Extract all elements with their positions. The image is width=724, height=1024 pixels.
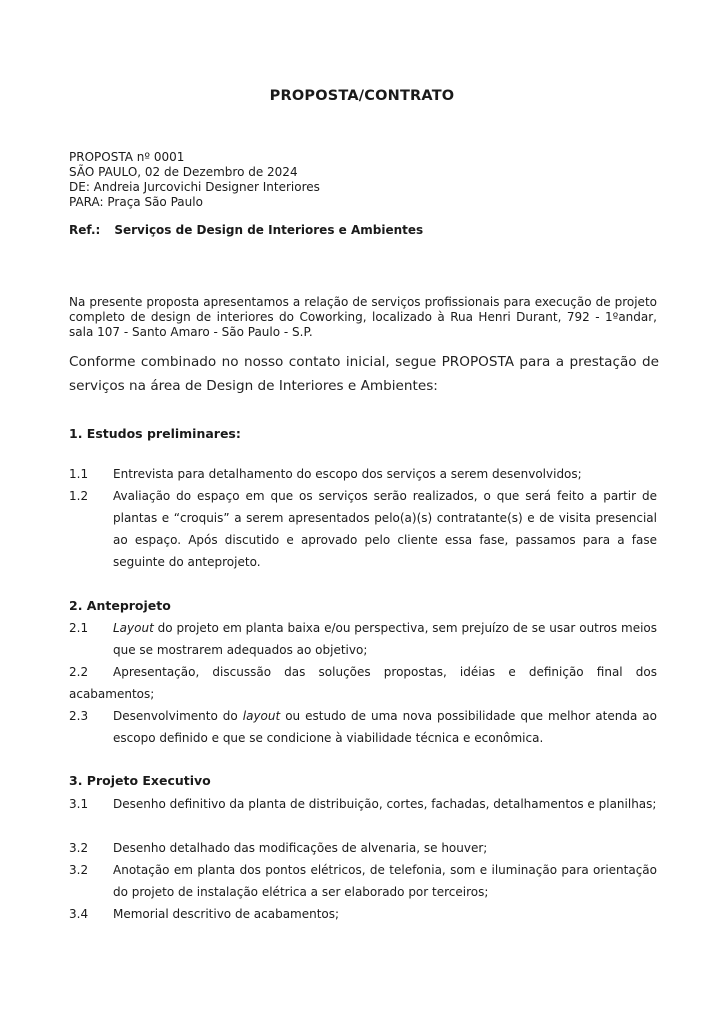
item-text: Desenho definitivo da planta de distribuição, cortes, fachadas, detalhamentos e planilhas; [113, 797, 657, 811]
item-number: 1.2 [69, 489, 89, 503]
proposal-from: DE: Andreia Jurcovichi Designer Interiores [69, 180, 320, 194]
item-text: Memorial descritivo de acabamentos; [113, 907, 340, 921]
item-number: 3.1 [69, 797, 89, 811]
item-number: 3.2 [69, 863, 89, 877]
item-text [69, 617, 657, 661]
list-item [69, 661, 657, 705]
item-number: 2.1 [69, 621, 89, 635]
item-text: Desenho detalhado das modificações de alvenaria, se houver; [113, 841, 488, 855]
section-title-1: 1. Estudos preliminares: [69, 426, 241, 441]
item-text [69, 705, 657, 749]
item-text: Anotação em planta dos pontos elétricos, de telefonia, som e iluminação para orientação do projeto de instalação elétrica a ser elaborado por terceiros; [113, 863, 657, 899]
list-item [69, 903, 657, 925]
item-emphasis: layout [242, 709, 281, 723]
reference-text: Serviços de Design de Interiores e Ambientes [114, 223, 424, 237]
item-emphasis: Layout [113, 621, 154, 635]
item-number: 2.2 [69, 665, 89, 679]
list-item [69, 859, 657, 903]
item-text-pre: Desenvolvimento do [113, 709, 243, 723]
item-number: 3.2 [69, 841, 89, 855]
intro-paragraph: Na presente proposta apresentamos a relação de serviços profissionais para execução de projeto completo de design de interiores do Coworking, localizado à Rua Henri Durant, 792 - 1ºandar, sala 107 - Santo Amaro - São Paulo - S.P. [69, 295, 657, 339]
reference-line [69, 223, 423, 237]
section-title-2: 2. Anteprojeto [69, 598, 171, 613]
item-text-rest: do projeto em planta baixa e/ou perspectiva, sem prejuízo de se usar outros meios que se mostrarem adequados ao objetivo; [113, 621, 657, 657]
item-text: Avaliação do espaço em que os serviços serão realizados, o que será feito a partir de plantas e “croquis” a serem apresentados pelo(a)(s) contratante(s) e de visita presencial ao espaço. Após discutido e aprovado pelo cliente essa fase, passamos para a fase seguinte do anteprojeto. [113, 489, 657, 569]
document-title: PROPOSTA/CONTRATO [269, 88, 455, 104]
item-text-rest: ou estudo de uma nova possibilidade que melhor atenda ao escopo definido e que se condicione à viabilidade técnica e econômica. [113, 709, 657, 745]
list-item [69, 463, 657, 485]
proposal-date: SÃO PAULO, 02 de Dezembro de 2024 [69, 165, 298, 179]
list-item [69, 705, 657, 749]
item-text: Entrevista para detalhamento do escopo dos serviços a serem desenvolvidos; [113, 467, 582, 481]
list-item [69, 485, 657, 573]
list-item [69, 617, 657, 661]
reference-label: Ref.: [69, 223, 101, 237]
proposal-to: PARA: Praça São Paulo [69, 195, 203, 209]
section-title-3: 3. Projeto Executivo [69, 773, 211, 788]
item-number: 3.4 [69, 907, 89, 921]
list-item [69, 837, 657, 859]
item-number: 2.3 [69, 709, 89, 723]
proposal-number: PROPOSTA nº 0001 [69, 150, 185, 164]
item-number: 1.1 [69, 467, 89, 481]
item-text: Apresentação, discussão das soluções propostas, idéias e definição final dos acabamentos; [69, 665, 657, 701]
list-item [69, 793, 657, 815]
agreement-paragraph: Conforme combinado no nosso contato inicial, segue PROPOSTA para a prestação de serviços na área de Design de Interiores e Ambientes: [69, 354, 659, 394]
